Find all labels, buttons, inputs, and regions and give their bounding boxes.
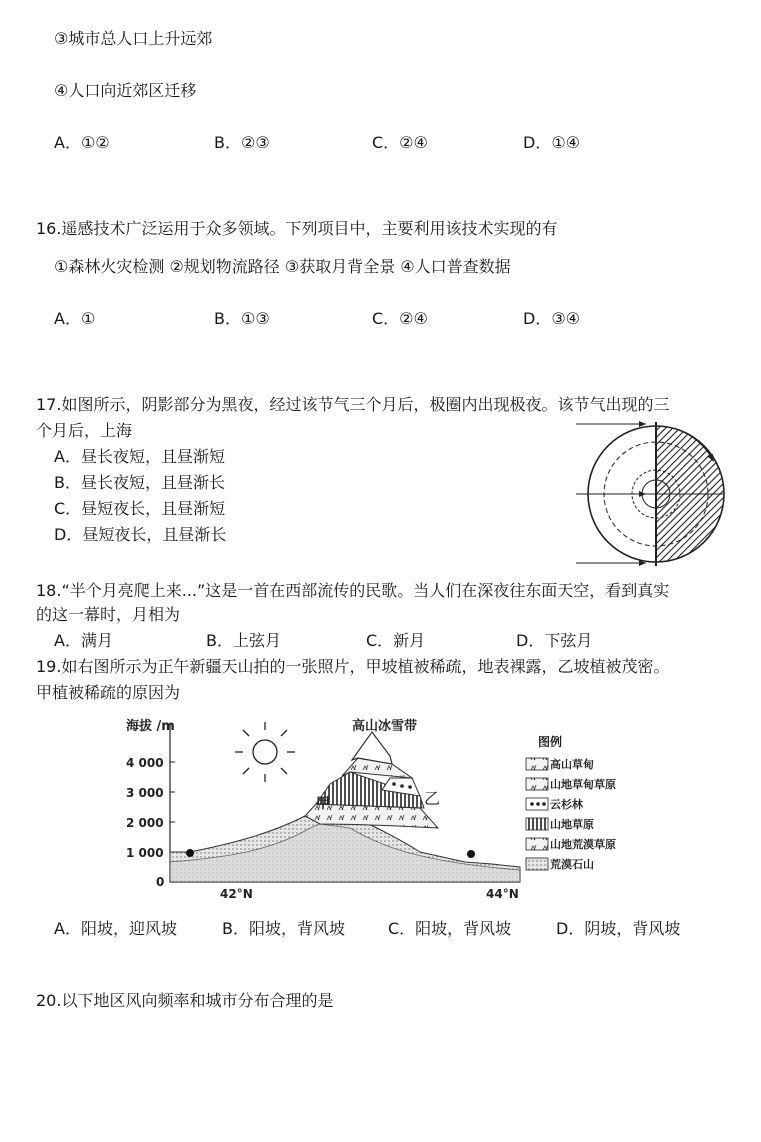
legend-mountain-meadow-steppe: 山地草甸草原 [550,778,616,791]
q19-x-tick-44n: 44°N [486,887,519,901]
legend-mountain-desert-steppe: 山地荒漠草原 [550,838,616,851]
legend-alpine-meadow: 高山草甸 [550,758,594,771]
q15-option-b[interactable]: B．②③ [214,133,270,152]
q19-x-tick-42n: 42°N [220,887,253,901]
q15-item-3: ③城市总人口上升远郊 [54,29,213,48]
q19-option-b[interactable]: B．阳坡，背风坡 [222,919,345,938]
q18-stem-line2: 的这一幕时，月相为 [36,605,181,624]
q19-y-tick-3000: 3 000 [126,786,164,800]
q18-option-a[interactable]: A．满月 [54,631,113,650]
q17-option-c[interactable]: C．昼短夜长，且昼渐短 [54,499,226,518]
q19-option-d[interactable]: D．阴坡，背风坡 [556,919,681,938]
q19-slope-yi: 乙 [424,789,441,808]
q17-option-b[interactable]: B．昼长夜短，且昼渐长 [54,473,225,492]
legend-spruce-forest: 云杉林 [550,798,583,811]
q17-stem-line2: 个月后，上海 [36,421,133,440]
q19-y-tick-2000: 2 000 [126,816,164,830]
q18-option-b[interactable]: B．上弦月 [206,631,281,650]
legend-desert-rock-mountain: 荒漠石山 [550,858,594,871]
legend-mountain-steppe: 山地草原 [550,818,594,831]
q19-y-tick-1000: 1 000 [126,846,164,860]
q19-y-tick-4000: 4 000 [126,756,164,770]
q19-legend [526,757,616,871]
q20-stem: 20.以下地区风向频率和城市分布合理的是 [36,991,334,1010]
q19-stem-line2: 甲植被稀疏的原因为 [36,683,181,702]
q19-legend-title: 图例 [538,735,563,749]
q19-peak-label: 高山冰雪带 [352,719,418,734]
q17-option-a[interactable]: A．昼长夜短，且昼渐短 [54,447,225,466]
q19-stem-line1: 19.如右图所示为正午新疆天山拍的一张照片，甲坡植被稀疏，地表裸露，乙坡植被茂密。 [36,657,670,676]
q15-option-c[interactable]: C．②④ [372,133,428,152]
left-point-marker [186,849,194,857]
q18-option-c[interactable]: C．新月 [366,631,426,650]
right-point-marker [467,850,475,858]
q16-option-a[interactable]: A．① [54,309,96,328]
q19-option-c[interactable]: C．阳坡，背风坡 [388,919,512,938]
q18-stem-line1: 18.“半个月亮爬上来...”这是一首在西部流传的民歌。当人们在深夜往东面天空，看到真实 [36,581,670,600]
q17-earth-polar-diagram [576,418,736,568]
sun-icon [235,722,295,782]
q15-option-a[interactable]: A．①② [54,133,110,152]
q18-option-d[interactable]: D．下弦月 [516,631,593,650]
q15-option-d[interactable]: D．①④ [523,133,581,152]
q16-items: ①森林火灾检测 ②规划物流路径 ③获取月背全景 ④人口普查数据 [54,257,511,276]
q19-y-axis-label: 海拔 /m [126,719,175,734]
q16-stem: 16.遥感技术广泛运用于众多领域。下列项目中，主要利用该技术实现的有 [36,219,558,238]
q16-option-c[interactable]: C．②④ [372,309,428,328]
q16-option-b[interactable]: B．①③ [214,309,270,328]
q17-option-d[interactable]: D．昼短夜长，且昼渐长 [54,525,227,544]
q19-y-tick-0: 0 [156,875,165,889]
q15-item-4: ④人口向近郊区迁移 [54,81,197,100]
q16-option-d[interactable]: D．③④ [523,309,581,328]
q17-stem-line1: 17.如图所示，阴影部分为黑夜，经过该节气三个月后，极圈内出现极夜。该节气出现的三 [36,395,670,414]
q19-option-a[interactable]: A．阳坡，迎风坡 [54,919,177,938]
q19-tianshan-vegetation-diagram [120,712,640,902]
q19-slope-jia: 甲 [316,796,330,812]
